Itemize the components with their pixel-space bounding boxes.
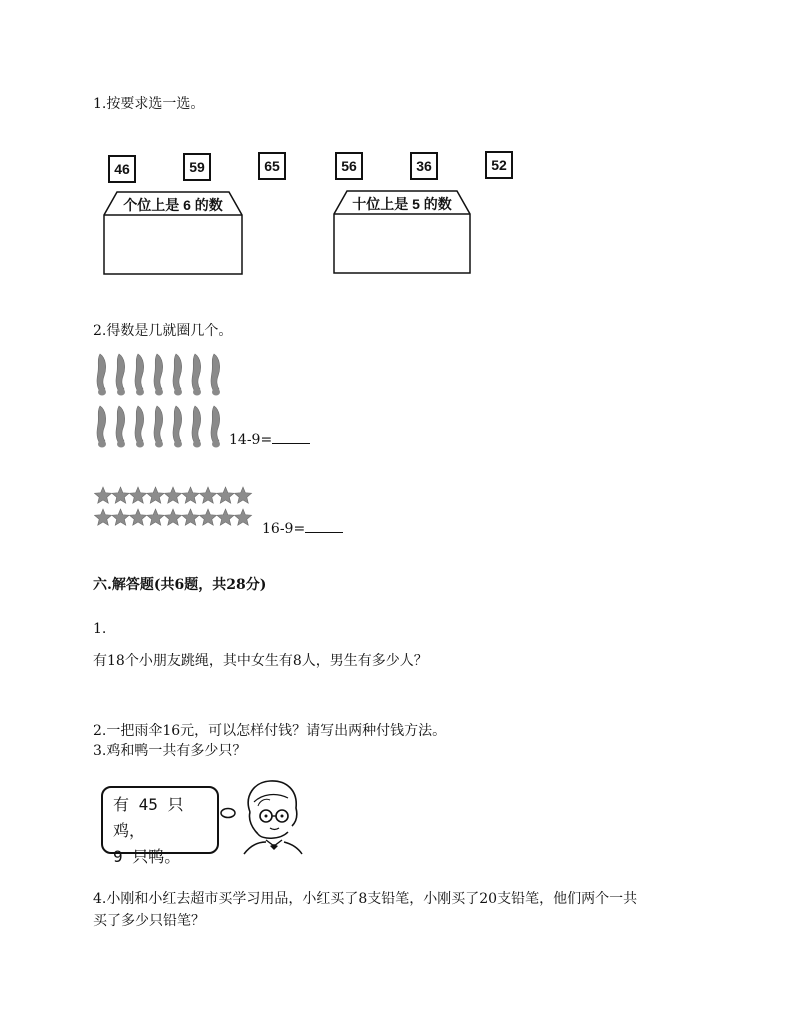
feather-group bbox=[90, 352, 230, 448]
number-card: 59 bbox=[183, 153, 211, 181]
star-icon bbox=[94, 509, 111, 525]
star-icon bbox=[182, 509, 199, 525]
thought-dot-icon bbox=[219, 807, 237, 819]
number-card: 36 bbox=[410, 152, 438, 180]
problem-3-text: 3.鸡和鸭一共有多少只？ bbox=[93, 743, 247, 759]
feather-icon bbox=[173, 354, 182, 396]
star-icon bbox=[217, 487, 234, 503]
star-icon bbox=[199, 509, 216, 525]
star-icon bbox=[129, 487, 146, 503]
problem-2-text: 2.一把雨伞16元，可以怎样付钱？请写出两种付钱方法。 bbox=[93, 723, 447, 739]
q2-title: 2.得数是几就圈几个。 bbox=[93, 323, 233, 339]
problem-1-number: 1. bbox=[93, 621, 107, 637]
star-icon bbox=[112, 487, 129, 503]
problem-4-line-1: 4.小刚和小红去超市买学习用品，小红买了8支铅笔，小刚买了20支铅笔，他们两个一共 bbox=[93, 891, 638, 907]
star-icon bbox=[234, 487, 251, 503]
feather-icon bbox=[154, 354, 163, 396]
star-group bbox=[94, 486, 256, 530]
star-icon bbox=[182, 487, 199, 503]
answer-blank[interactable] bbox=[272, 431, 310, 444]
feather-icon bbox=[211, 354, 220, 396]
number-card: 65 bbox=[258, 152, 286, 180]
feather-icon bbox=[192, 354, 201, 396]
problem-1-text: 有18个小朋友跳绳，其中女生有8人，男生有多少人？ bbox=[93, 653, 428, 669]
sort-box-label: 十位上是 5 的数 bbox=[352, 196, 452, 212]
star-icon bbox=[147, 487, 164, 503]
equation-2 bbox=[262, 520, 343, 538]
star-icon bbox=[217, 509, 234, 525]
girl-with-glasses-icon bbox=[236, 776, 306, 856]
star-icon bbox=[94, 487, 111, 503]
feather-icon bbox=[192, 406, 201, 448]
feather-icon bbox=[135, 354, 144, 396]
equation-2-text: 16-9= bbox=[262, 521, 306, 537]
speech-bubble bbox=[101, 786, 219, 866]
star-icon bbox=[164, 487, 181, 503]
section-heading: 六.解答题(共6题，共28分) bbox=[93, 577, 267, 593]
number-card: 52 bbox=[485, 151, 513, 179]
sort-box-tens-5 bbox=[333, 190, 471, 274]
star-icon bbox=[112, 509, 129, 525]
answer-blank[interactable] bbox=[305, 520, 343, 533]
star-icon bbox=[164, 509, 181, 525]
feather-icon bbox=[154, 406, 163, 448]
equation-1-text: 14-9= bbox=[229, 432, 273, 448]
number-card: 46 bbox=[108, 155, 136, 183]
bubble-line-1: 有 45 只鸡， bbox=[113, 795, 184, 840]
feather-icon bbox=[211, 406, 220, 448]
q1-title: 1.按要求选一选。 bbox=[93, 96, 205, 112]
number-card: 56 bbox=[335, 152, 363, 180]
feather-icon bbox=[173, 406, 182, 448]
feather-icon bbox=[135, 406, 144, 448]
sort-box-ones-6 bbox=[103, 191, 243, 275]
feather-icon bbox=[97, 354, 106, 396]
feather-icon bbox=[116, 354, 125, 396]
sort-box-label: 个位上是 6 的数 bbox=[123, 197, 223, 213]
star-icon bbox=[234, 509, 251, 525]
equation-1 bbox=[229, 431, 310, 449]
star-icon bbox=[199, 487, 216, 503]
feather-icon bbox=[97, 406, 106, 448]
star-icon bbox=[129, 509, 146, 525]
star-icon bbox=[147, 509, 164, 525]
bubble-line-2: 9 只鸭。 bbox=[113, 847, 181, 866]
feather-icon bbox=[116, 406, 125, 448]
problem-4-line-2: 买了多少只铅笔？ bbox=[93, 913, 205, 929]
